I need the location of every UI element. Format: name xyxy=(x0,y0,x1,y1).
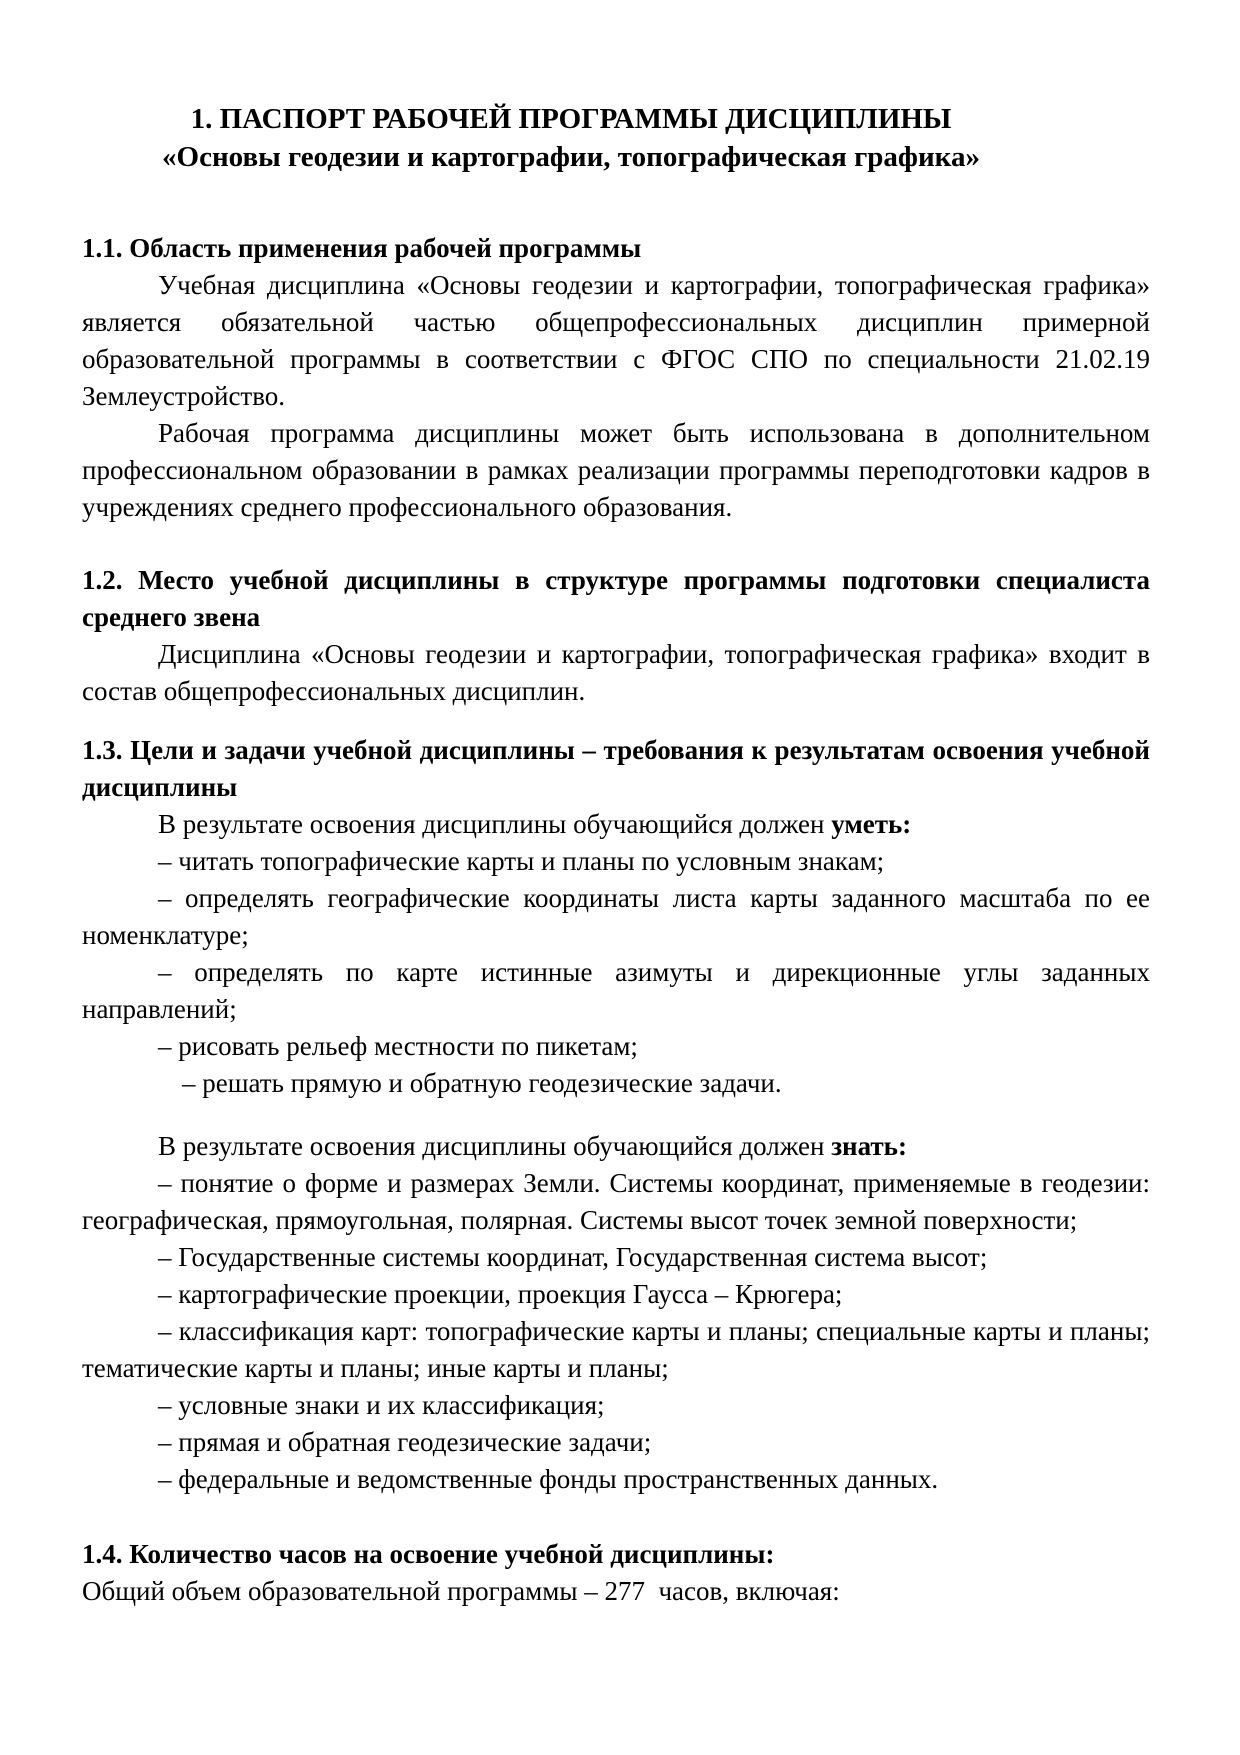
list-item: – определять по карте истинные азимуты и дирекционные углы заданных направлений; xyxy=(82,957,1150,1024)
section-1-3-heading: 1.3. Цели и задачи учебной дисциплины – требования к результатам освоения учебной дисциплины xyxy=(82,735,1150,802)
know-intro xyxy=(82,1128,1150,1165)
paragraph: Рабочая программа дисциплины может быть использована в дополнительном профессиональном образовании в рамках реализации программы переподготовки кадров в учреждениях среднего профессионального образования. xyxy=(82,418,1150,522)
section-1-1-heading: 1.1. Область применения рабочей программы xyxy=(82,233,642,263)
title-line-2: «Основы геодезии и картографии, топографическая графика» xyxy=(162,141,980,173)
section-1-4 xyxy=(82,1536,1150,1610)
list-item: – федеральные и ведомственные фонды пространственных данных. xyxy=(158,1464,939,1494)
able-intro-text: В результате освоения дисциплины обучающийся должен xyxy=(158,809,832,839)
list-item: – картографические проекции, проекция Гаусса – Крюгера; xyxy=(158,1279,843,1309)
list-item: – решать прямую и обратную геодезические задачи. xyxy=(182,1068,782,1098)
list-item: – читать топографические карты и планы по условным знакам; xyxy=(158,846,885,876)
able-keyword: уметь: xyxy=(831,809,912,839)
list-item: – прямая и обратная геодезические задачи; xyxy=(158,1427,652,1457)
know-keyword: знать: xyxy=(831,1131,907,1161)
section-1-2-heading: 1.2. Место учебной дисциплины в структуре программы подготовки специалиста среднего звена xyxy=(82,565,1150,632)
section-1-3 xyxy=(82,732,1150,1498)
section-1-1 xyxy=(82,230,1150,526)
paragraph: Общий объем образовательной программы – 277 часов, включая: xyxy=(82,1576,840,1606)
title-line-1: 1. ПАСПОРТ РАБОЧЕЙ ПРОГРАММЫ ДИСЦИПЛИНЫ xyxy=(190,103,952,135)
paragraph: Учебная дисциплина «Основы геодезии и картографии, топографическая графика» является обязательной частью общепрофессиональных дисциплин примерной образовательной программы в соответствии с ФГОС СПО по специальности 21.02.19 Землеустройство. xyxy=(82,270,1150,411)
list-item: – понятие о форме и размерах Земли. Системы координат, применяемые в геодезии: географическая, прямоугольная, полярная. Системы высот точек земной поверхности; xyxy=(82,1168,1150,1235)
list-item: – рисовать рельеф местности по пикетам; xyxy=(158,1031,638,1061)
able-intro xyxy=(82,806,1150,843)
paragraph: Дисциплина «Основы геодезии и картографии, топографическая графика» входит в состав общепрофессиональных дисциплин. xyxy=(82,639,1150,706)
list-item: – классификация карт: топографические карты и планы; специальные карты и планы; тематические карты и планы; иные карты и планы; xyxy=(82,1316,1150,1383)
list-item: – Государственные системы координат, Государственная система высот; xyxy=(158,1242,988,1272)
document-title xyxy=(82,100,1150,176)
list-item: – условные знаки и их классификация; xyxy=(158,1390,605,1420)
section-1-4-heading: 1.4. Количество часов на освоение учебной дисциплины: xyxy=(82,1539,775,1569)
list-item: – определять географические координаты листа карты заданного масштаба по ее номенклатуре; xyxy=(82,883,1150,950)
section-1-2 xyxy=(82,562,1150,710)
know-intro-text: В результате освоения дисциплины обучающийся должен xyxy=(158,1131,832,1161)
